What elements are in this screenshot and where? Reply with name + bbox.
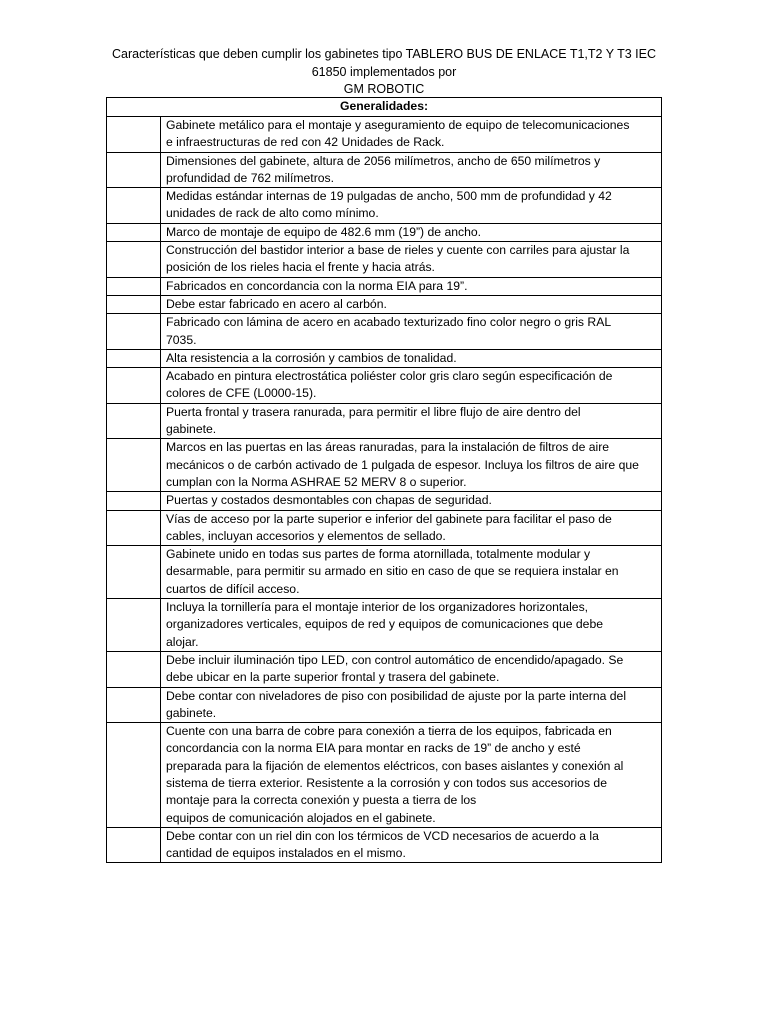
row-blank-cell [107, 439, 161, 492]
table-row [107, 403, 662, 439]
table-title-row [107, 98, 662, 117]
row-description: Puertas y costados desmontables con chapas de seguridad. [161, 492, 662, 510]
row-description: Acabado en pintura electrostática poliéster color gris claro según especificación de colores de CFE (L0000-15). [161, 368, 662, 404]
row-blank-cell [107, 651, 161, 687]
row-blank-cell [107, 295, 161, 313]
header-line-3: GM ROBOTIC [343, 82, 425, 96]
row-blank-cell [107, 117, 161, 153]
row-blank-cell [107, 223, 161, 241]
row-blank-cell [107, 403, 161, 439]
row-blank-cell [107, 723, 161, 828]
table-row [107, 546, 662, 599]
row-description: Debe estar fabricado en acero al carbón. [161, 295, 662, 313]
header-line-1: Características que deben cumplir los gabinetes tipo TABLERO BUS DE ENLACE T1,T2 Y T3 IEC [111, 47, 656, 61]
table-row [107, 349, 662, 367]
row-description: Marcos en las puertas en las áreas ranuradas, para la instalación de filtros de aire mecánicos o de carbón activado de 1 pulgada de espesor. Incluya los filtros de aire que cumplan con la Norma ASHRAE 52 MERV 8 o superior. [161, 439, 662, 492]
row-blank-cell [107, 492, 161, 510]
table-row [107, 599, 662, 652]
row-description: Gabinete metálico para el montaje y aseguramiento de equipo de telecomunicaciones e infraestructuras de red con 42 Unidades de Rack. [161, 117, 662, 153]
row-blank-cell [107, 314, 161, 350]
row-description: Incluya la tornillería para el montaje interior de los organizadores horizontales, organizadores verticales, equipos de red y equipos de comunicaciones que debe alojar. [161, 599, 662, 652]
row-blank-cell [107, 349, 161, 367]
table-row [107, 152, 662, 188]
document-header [100, 46, 668, 99]
table-row [107, 314, 662, 350]
row-blank-cell [107, 368, 161, 404]
row-description: Puerta frontal y trasera ranurada, para permitir el libre flujo de aire dentro del gabinete. [161, 403, 662, 439]
row-blank-cell [107, 152, 161, 188]
row-blank-cell [107, 242, 161, 278]
row-blank-cell [107, 599, 161, 652]
table-row [107, 723, 662, 828]
row-description: Construcción del bastidor interior a base de rieles y cuente con carriles para ajustar la posición de los rieles hacia el frente y hacia atrás. [161, 242, 662, 278]
table-row [107, 439, 662, 492]
table-row [107, 510, 662, 546]
table-row [107, 295, 662, 313]
row-description: Debe incluir iluminación tipo LED, con control automático de encendido/apagado. Se debe ubicar en la parte superior frontal y trasera del gabinete. [161, 651, 662, 687]
table-row [107, 827, 662, 863]
row-description: Dimensiones del gabinete, altura de 2056 milímetros, ancho de 650 milímetros y profundidad de 762 milímetros. [161, 152, 662, 188]
row-description: Fabricado con lámina de acero en acabado texturizado fino color negro o gris RAL 7035. [161, 314, 662, 350]
table-row [107, 687, 662, 723]
row-blank-cell [107, 546, 161, 599]
row-description: Vías de acceso por la parte superior e inferior del gabinete para facilitar el paso de cables, incluyan accesorios y elementos de sellado. [161, 510, 662, 546]
row-description: Alta resistencia a la corrosión y cambios de tonalidad. [161, 349, 662, 367]
table-row [107, 188, 662, 224]
row-description: Gabinete unido en todas sus partes de forma atornillada, totalmente modular y desarmable, para permitir su armado en sitio en caso de que se requiera instalar en cuartos de difícil acceso. [161, 546, 662, 599]
table-row [107, 368, 662, 404]
row-blank-cell [107, 510, 161, 546]
table-body [107, 117, 662, 863]
row-blank-cell [107, 277, 161, 295]
table-row [107, 242, 662, 278]
table-row [107, 492, 662, 510]
row-blank-cell [107, 827, 161, 863]
specifications-table [106, 97, 662, 863]
table-row [107, 277, 662, 295]
row-description: Debe contar con un riel din con los térmicos de VCD necesarios de acuerdo a la cantidad de equipos instalados en el mismo. [161, 827, 662, 863]
row-description: Marco de montaje de equipo de 482.6 mm (19”) de ancho. [161, 223, 662, 241]
row-description: Medidas estándar internas de 19 pulgadas de ancho, 500 mm de profundidad y 42 unidades de rack de alto como mínimo. [161, 188, 662, 224]
row-blank-cell [107, 687, 161, 723]
row-description: Debe contar con niveladores de piso con posibilidad de ajuste por la parte interna del gabinete. [161, 687, 662, 723]
table-title: Generalidades: [107, 98, 662, 117]
table-row [107, 117, 662, 153]
table-row [107, 223, 662, 241]
header-line-2: 61850 implementados por [311, 64, 457, 79]
row-description: Cuente con una barra de cobre para conexión a tierra de los equipos, fabricada en concordancia con la norma EIA para montar en racks de 19” de ancho y esté preparada para la fijación de elementos eléctricos, con bases aislantes y conexión al sistema de tierra exterior. Resistente a la corrosión y con todos sus accesorios de montaje para la correcta conexión y puesta a tierra de los equipos de comunicación alojados en el gabinete. [161, 723, 662, 828]
row-description: Fabricados en concordancia con la norma EIA para 19”. [161, 277, 662, 295]
row-blank-cell [107, 188, 161, 224]
table-row [107, 651, 662, 687]
